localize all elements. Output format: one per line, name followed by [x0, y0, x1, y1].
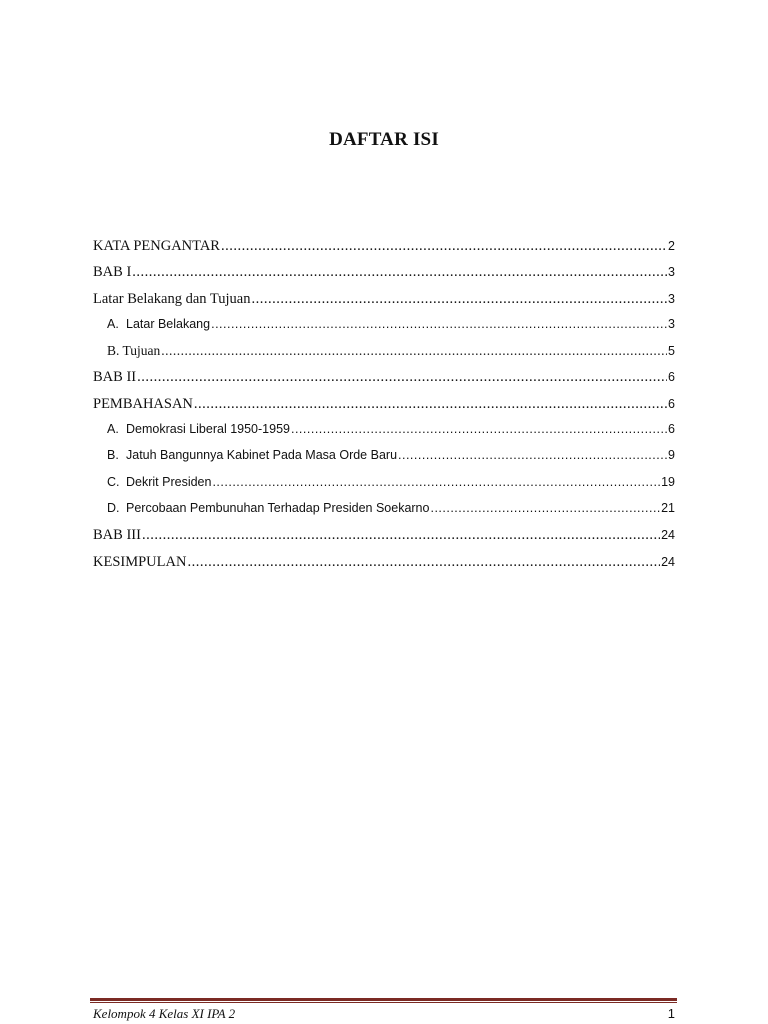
toc-entry-page: 19	[661, 474, 675, 489]
toc-entry-page: 3	[668, 291, 675, 306]
footer-group-label: Kelompok 4 Kelas XI IPA 2	[93, 1006, 236, 1021]
toc-entry[interactable]	[93, 475, 675, 501]
toc-entry-label: B. Tujuan	[107, 343, 161, 359]
toc-entry-label: BAB II	[93, 369, 137, 386]
toc-dot-leader	[137, 369, 667, 386]
toc-dot-leader	[132, 264, 667, 281]
toc-entry-page: 21	[661, 500, 675, 515]
toc-entry-page: 6	[668, 422, 675, 437]
toc-entry[interactable]	[93, 422, 675, 448]
footer-rule-thin	[90, 1002, 677, 1003]
toc-entry-label: BAB III	[93, 527, 141, 544]
toc-entry[interactable]	[93, 238, 675, 264]
toc-dot-leader	[161, 343, 667, 359]
toc-dot-leader	[187, 554, 660, 571]
toc-dot-leader	[221, 238, 667, 255]
toc-entry-letter: C.	[107, 474, 120, 489]
toc-dot-leader	[211, 317, 667, 331]
toc-entry-label: Latar Belakang dan Tujuan	[93, 290, 251, 307]
page-title: DAFTAR ISI	[329, 129, 439, 150]
toc-entry-page: 9	[668, 448, 675, 463]
toc-entry-label: Latar Belakang	[126, 316, 211, 331]
toc-entry-page: 24	[661, 554, 675, 569]
toc-entry-page: 24	[661, 528, 675, 543]
toc-entry[interactable]	[93, 291, 675, 317]
toc-entry[interactable]	[93, 501, 675, 527]
toc-entry-page: 3	[668, 316, 675, 331]
toc-entry-page: 3	[668, 265, 675, 280]
toc-entry-label: KESIMPULAN	[93, 553, 187, 570]
toc-entry[interactable]	[93, 396, 675, 422]
toc-entry-label: Demokrasi Liberal 1950-1959	[126, 422, 290, 437]
toc-dot-leader	[398, 448, 667, 462]
toc-entry-letter: A.	[107, 422, 119, 437]
toc-entry[interactable]	[93, 317, 675, 343]
toc-entry[interactable]	[93, 527, 675, 553]
toc-entry-label: PEMBAHASAN	[93, 395, 193, 412]
footer-rule	[90, 998, 677, 1001]
toc-entry[interactable]	[93, 554, 675, 580]
toc-entry-label: KATA PENGANTAR	[93, 238, 220, 254]
toc-entry[interactable]	[93, 343, 675, 369]
toc-entry-label: Dekrit Presiden	[126, 474, 212, 489]
toc-entry-letter: D.	[107, 500, 120, 515]
toc-entry-label: BAB I	[93, 264, 132, 281]
toc-entry-letter: A.	[107, 316, 119, 331]
toc-entry-letter: B.	[107, 448, 119, 463]
table-of-contents	[93, 238, 675, 580]
toc-entry[interactable]	[93, 448, 675, 474]
toc-entry-page: 6	[668, 396, 675, 411]
toc-entry-label: Percobaan Pembunuhan Terhadap Presiden Soekarno	[126, 500, 430, 515]
toc-entry-label: Jatuh Bangunnya Kabinet Pada Masa Orde Baru	[126, 448, 398, 463]
toc-entry[interactable]	[93, 264, 675, 290]
toc-dot-leader	[194, 396, 667, 413]
toc-entry-page: 6	[668, 370, 675, 385]
toc-dot-leader	[430, 501, 660, 515]
toc-entry[interactable]	[93, 369, 675, 395]
toc-dot-leader	[251, 291, 667, 308]
toc-dot-leader	[291, 422, 667, 436]
toc-entry-page: 5	[668, 344, 675, 359]
toc-dot-leader	[142, 527, 660, 544]
toc-entry-page: 2	[668, 239, 675, 253]
toc-dot-leader	[212, 475, 660, 489]
footer-page-number: 1	[667, 1006, 675, 1021]
